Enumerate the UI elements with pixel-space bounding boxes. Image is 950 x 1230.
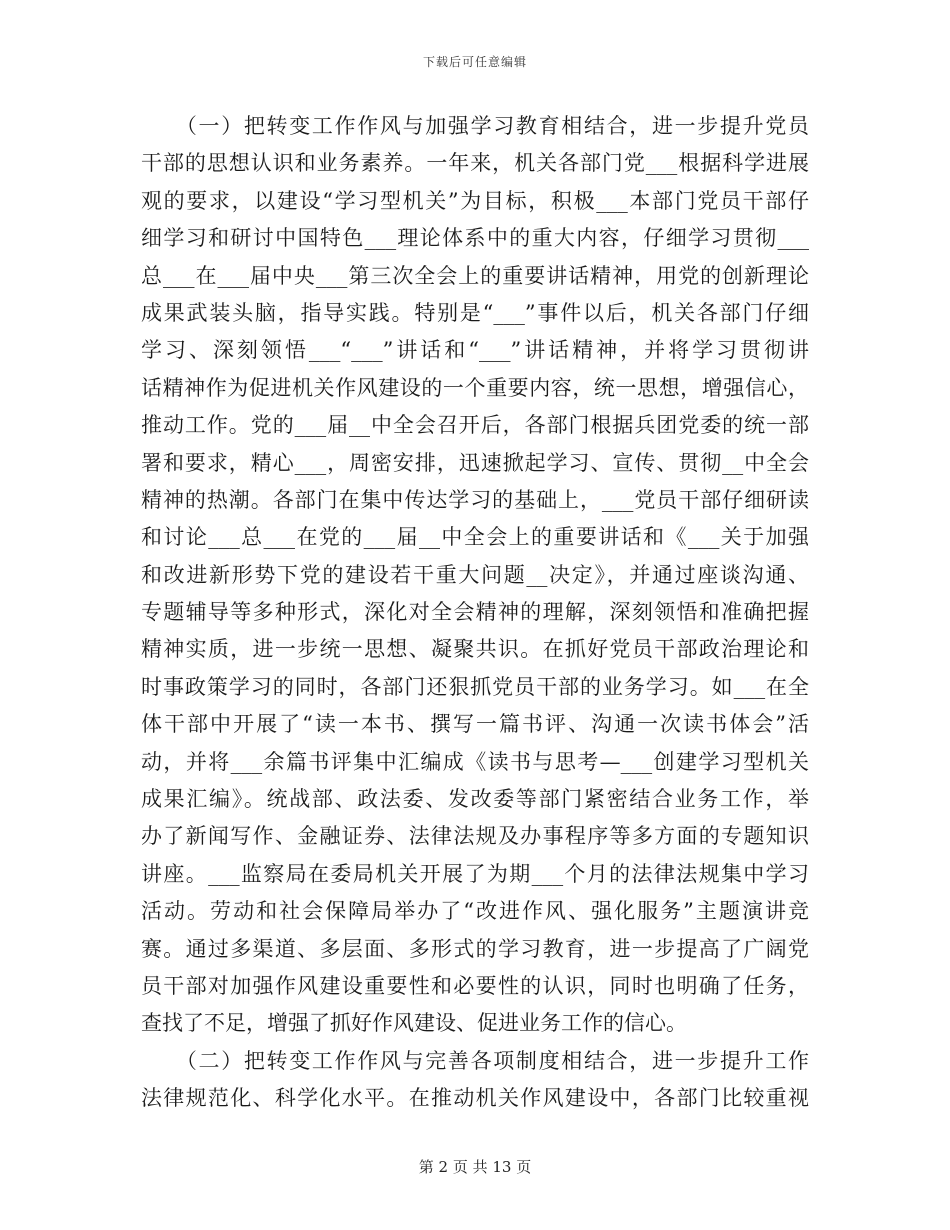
text-line: 成果武装头脑，指导实践。特别是“___”事件以后，机关各部门仔细 (141, 300, 809, 325)
text-line: 赛。通过多渠道、多层面、多形式的学习教育，进一步提高了广阔党 (141, 936, 809, 961)
text-line: 法律规范化、科学化水平。在推动机关作风建设中，各部门比较重视 (141, 1086, 809, 1111)
text-line: 活动。劳动和社会保障局举办了“改进作风、强化服务”主题演讲竞 (141, 899, 809, 924)
text-line: 总___在___届中央___第三次全会上的重要讲话精神，用党的创新理论 (141, 263, 809, 288)
text-line: 署和要求，精心___，周密安排，迅速掀起学习、宣传、贯彻__中全会 (141, 450, 809, 475)
paragraph-1 (141, 108, 809, 1043)
text-line: 细学习和研讨中国特色___理论体系中的重大内容，仔细学习贯彻___ (141, 226, 809, 251)
document-body (141, 108, 809, 1118)
page-number: 第 2 页 共 13 页 (418, 1158, 532, 1176)
text-line: 精神实质，进一步统一思想、凝聚共识。在抓好党员干部政治理论和 (141, 637, 809, 662)
text-line: 精神的热潮。各部门在集中传达学习的基础上，___党员干部仔细研读 (141, 487, 809, 512)
text-line: 干部的思想认识和业务素养。一年来，机关各部门党___根据科学进展 (141, 151, 809, 176)
text-line: 员干部对加强作风建设重要性和必要性的认识，同时也明确了任务， (141, 973, 809, 998)
text-line: 查找了不足，增强了抓好作风建设、促进业务工作的信心。 (141, 1011, 687, 1036)
text-line: 办了新闻写作、金融证券、法律法规及办事程序等多方面的专题知识 (141, 824, 809, 849)
text-line: 体干部中开展了“读一本书、撰写一篇书评、沟通一次读书体会”活 (141, 712, 809, 737)
page-header: 下载后可任意编辑 (422, 55, 527, 69)
text-line: （一）把转变工作作风与加强学习教育相结合，进一步提升党员 (141, 114, 809, 138)
text-line: 成果汇编》。统战部、政法委、发改委等部门紧密结合业务工作，举 (141, 787, 809, 812)
text-line: 时事政策学习的同时，各部门还狠抓党员干部的业务学习。如___在全 (141, 674, 809, 699)
text-line: 和讨论___总___在党的___届__中全会上的重要讲话和《___关于加强 (141, 525, 809, 550)
text-line: 和改进新形势下党的建设若干重大问题__决定》，并通过座谈沟通、 (141, 562, 809, 587)
text-line: 讲座。___监察局在委局机关开展了为期___个月的法律法规集中学习 (141, 861, 809, 886)
text-line: 学习、深刻领悟___“___”讲话和“___”讲话精神，并将学习贯彻讲 (141, 338, 809, 363)
text-line: （二）把转变工作作风与完善各项制度相结合，进一步提升工作 (141, 1048, 809, 1073)
text-line: 推动工作。党的___届__中全会召开后，各部门根据兵团党委的统一部 (141, 413, 809, 438)
text-line: 动，并将___余篇书评集中汇编成《读书与思考—___创建学习型机关 (141, 749, 809, 774)
text-line: 观的要求，以建设“学习型机关”为目标，积极___本部门党员干部仔 (141, 188, 809, 213)
paragraph-2 (141, 1043, 809, 1118)
text-line: 话精神作为促进机关作风建设的一个重要内容，统一思想，增强信心， (141, 375, 809, 400)
text-line: 专题辅导等多种形式，深化对全会精神的理解，深刻领悟和准确把握 (141, 600, 809, 625)
